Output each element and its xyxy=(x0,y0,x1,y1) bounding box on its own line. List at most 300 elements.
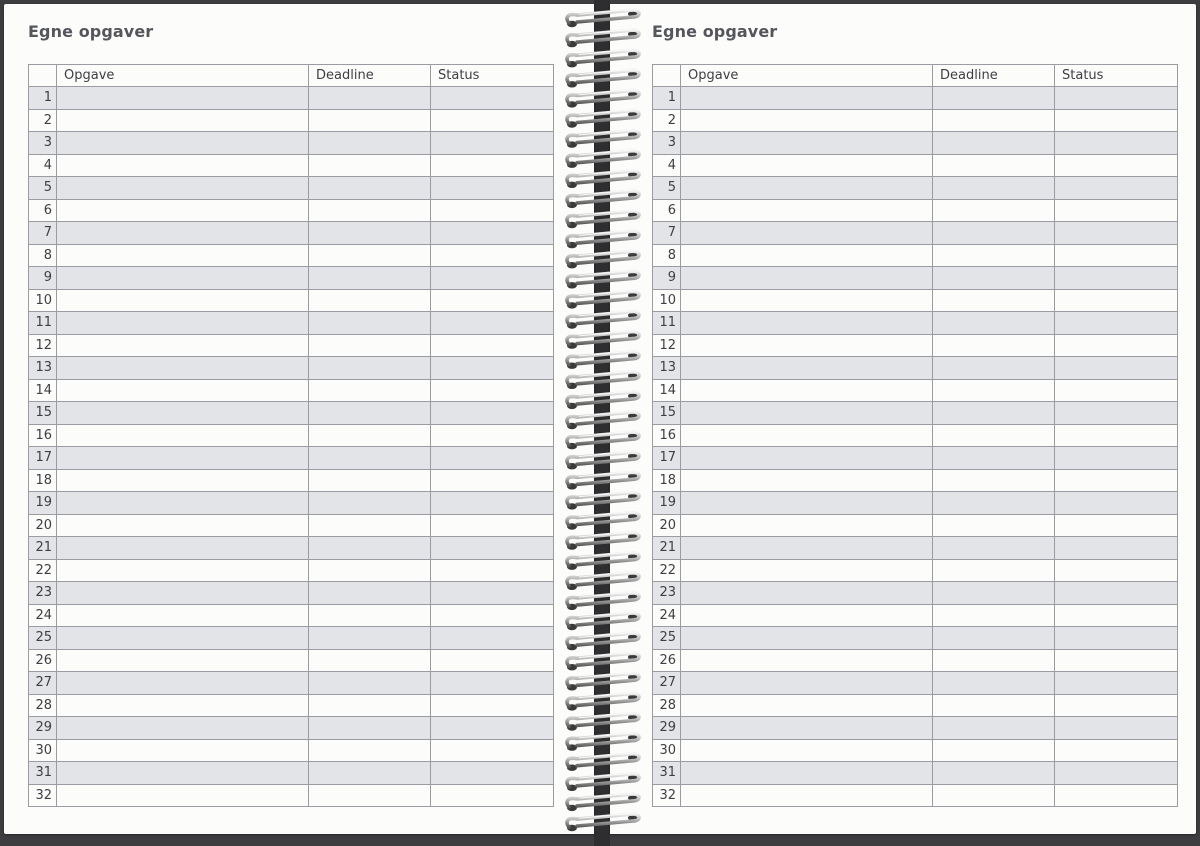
deadline-cell[interactable] xyxy=(933,514,1055,537)
spiral-loop xyxy=(567,351,639,369)
spiral-loop xyxy=(567,70,639,88)
row-number: 17 xyxy=(29,447,57,470)
task-cell[interactable] xyxy=(681,177,933,200)
status-cell[interactable] xyxy=(431,537,554,560)
task-cell[interactable] xyxy=(681,514,933,537)
deadline-cell[interactable] xyxy=(309,694,431,717)
deadline-cell[interactable] xyxy=(309,514,431,537)
spiral-loop xyxy=(567,331,639,349)
spiral-loop xyxy=(567,30,639,48)
table-row xyxy=(29,244,554,267)
status-cell[interactable] xyxy=(1055,784,1178,807)
row-number-header xyxy=(653,65,681,87)
spiral-loop xyxy=(567,653,639,671)
status-cell[interactable] xyxy=(1055,762,1178,785)
spiral-loop xyxy=(567,813,639,831)
table-header-row xyxy=(653,65,1178,87)
row-number: 9 xyxy=(653,267,681,290)
task-cell[interactable] xyxy=(681,492,933,515)
deadline-cell[interactable] xyxy=(309,87,431,110)
row-number: 4 xyxy=(29,154,57,177)
task-cell[interactable] xyxy=(57,132,309,155)
status-cell[interactable] xyxy=(431,447,554,470)
table-row xyxy=(29,312,554,335)
task-cell[interactable] xyxy=(57,582,309,605)
task-cell[interactable] xyxy=(57,177,309,200)
deadline-cell[interactable] xyxy=(309,424,431,447)
deadline-cell[interactable] xyxy=(309,492,431,515)
task-cell[interactable] xyxy=(57,559,309,582)
spiral-loop xyxy=(567,291,639,309)
deadline-cell[interactable] xyxy=(933,334,1055,357)
deadline-cell[interactable] xyxy=(933,649,1055,672)
spiral-loop xyxy=(567,592,639,610)
deadline-cell[interactable] xyxy=(309,717,431,740)
table-row xyxy=(29,559,554,582)
spiral-loop xyxy=(567,9,639,27)
deadline-cell[interactable] xyxy=(309,267,431,290)
task-cell[interactable] xyxy=(57,402,309,425)
status-cell[interactable] xyxy=(431,717,554,740)
status-cell[interactable] xyxy=(431,469,554,492)
status-cell[interactable] xyxy=(1055,379,1178,402)
row-number: 30 xyxy=(29,739,57,762)
table-row xyxy=(653,784,1178,807)
table-row xyxy=(653,154,1178,177)
deadline-cell[interactable] xyxy=(933,177,1055,200)
status-cell[interactable] xyxy=(1055,199,1178,222)
status-cell[interactable] xyxy=(1055,469,1178,492)
right-page xyxy=(610,4,1196,834)
row-number: 6 xyxy=(653,199,681,222)
status-cell[interactable] xyxy=(431,582,554,605)
table-row xyxy=(653,177,1178,200)
table-row xyxy=(29,334,554,357)
status-cell[interactable] xyxy=(1055,492,1178,515)
status-cell[interactable] xyxy=(431,312,554,335)
table-row xyxy=(653,604,1178,627)
row-number: 7 xyxy=(653,222,681,245)
status-cell[interactable] xyxy=(1055,582,1178,605)
row-number: 29 xyxy=(653,717,681,740)
task-cell[interactable] xyxy=(681,627,933,650)
deadline-cell[interactable] xyxy=(309,469,431,492)
spiral-loop xyxy=(567,110,639,128)
spiral-loop xyxy=(567,733,639,751)
row-number-header xyxy=(29,65,57,87)
spiral-loop xyxy=(567,753,639,771)
task-cell[interactable] xyxy=(57,267,309,290)
deadline-cell[interactable] xyxy=(933,537,1055,560)
deadline-cell[interactable] xyxy=(933,267,1055,290)
status-cell[interactable] xyxy=(1055,447,1178,470)
table-row xyxy=(29,199,554,222)
table-row xyxy=(29,627,554,650)
deadline-cell[interactable] xyxy=(933,492,1055,515)
row-number: 19 xyxy=(653,492,681,515)
row-number: 1 xyxy=(653,87,681,110)
status-cell[interactable] xyxy=(1055,357,1178,380)
spiral-loop xyxy=(567,311,639,329)
task-cell[interactable] xyxy=(681,424,933,447)
row-number: 5 xyxy=(653,177,681,200)
task-cell[interactable] xyxy=(681,222,933,245)
deadline-cell[interactable] xyxy=(933,672,1055,695)
table-row xyxy=(29,222,554,245)
task-cell[interactable] xyxy=(681,559,933,582)
status-cell[interactable] xyxy=(1055,717,1178,740)
deadline-cell[interactable] xyxy=(933,447,1055,470)
task-cell[interactable] xyxy=(57,244,309,267)
row-number: 24 xyxy=(653,604,681,627)
task-cell[interactable] xyxy=(681,199,933,222)
task-cell[interactable] xyxy=(57,537,309,560)
row-number: 26 xyxy=(29,649,57,672)
row-number: 16 xyxy=(29,424,57,447)
table-row xyxy=(29,424,554,447)
row-number: 17 xyxy=(653,447,681,470)
row-number: 7 xyxy=(29,222,57,245)
status-cell[interactable] xyxy=(1055,222,1178,245)
deadline-cell[interactable] xyxy=(933,312,1055,335)
status-cell[interactable] xyxy=(431,222,554,245)
task-cell[interactable] xyxy=(57,672,309,695)
row-number: 11 xyxy=(653,312,681,335)
row-number: 2 xyxy=(29,109,57,132)
deadline-cell[interactable] xyxy=(309,559,431,582)
deadline-cell[interactable] xyxy=(933,87,1055,110)
deadline-cell[interactable] xyxy=(309,222,431,245)
deadline-cell[interactable] xyxy=(309,109,431,132)
task-cell[interactable] xyxy=(57,604,309,627)
status-cell[interactable] xyxy=(431,199,554,222)
deadline-cell[interactable] xyxy=(309,154,431,177)
status-cell[interactable] xyxy=(1055,604,1178,627)
deadline-cell[interactable] xyxy=(309,537,431,560)
row-number: 23 xyxy=(653,582,681,605)
status-cell[interactable] xyxy=(431,492,554,515)
deadline-cell[interactable] xyxy=(309,244,431,267)
table-row xyxy=(653,267,1178,290)
table-row xyxy=(653,582,1178,605)
task-cell[interactable] xyxy=(57,199,309,222)
deadline-cell[interactable] xyxy=(933,559,1055,582)
row-number: 9 xyxy=(29,267,57,290)
status-cell[interactable] xyxy=(431,672,554,695)
task-cell[interactable] xyxy=(681,649,933,672)
deadline-cell[interactable] xyxy=(309,402,431,425)
deadline-cell[interactable] xyxy=(933,402,1055,425)
deadline-cell[interactable] xyxy=(933,244,1055,267)
deadline-cell[interactable] xyxy=(309,649,431,672)
spiral-loop xyxy=(567,90,639,108)
status-cell[interactable] xyxy=(1055,267,1178,290)
row-number: 22 xyxy=(653,559,681,582)
task-cell[interactable] xyxy=(57,694,309,717)
task-cell[interactable] xyxy=(681,289,933,312)
table-row xyxy=(29,604,554,627)
status-cell[interactable] xyxy=(431,289,554,312)
table-row xyxy=(653,87,1178,110)
status-cell[interactable] xyxy=(1055,154,1178,177)
deadline-cell[interactable] xyxy=(933,717,1055,740)
table-row xyxy=(653,672,1178,695)
task-cell[interactable] xyxy=(57,154,309,177)
status-cell[interactable] xyxy=(1055,244,1178,267)
row-number: 20 xyxy=(29,514,57,537)
deadline-cell[interactable] xyxy=(309,289,431,312)
deadline-cell[interactable] xyxy=(933,222,1055,245)
row-number: 24 xyxy=(29,604,57,627)
task-cell[interactable] xyxy=(57,447,309,470)
task-cell[interactable] xyxy=(681,109,933,132)
table-row xyxy=(653,402,1178,425)
task-cell[interactable] xyxy=(57,357,309,380)
deadline-cell[interactable] xyxy=(933,762,1055,785)
task-cell[interactable] xyxy=(681,537,933,560)
task-cell[interactable] xyxy=(57,514,309,537)
task-cell[interactable] xyxy=(681,784,933,807)
task-cell[interactable] xyxy=(57,289,309,312)
table-row xyxy=(29,109,554,132)
table-row xyxy=(653,244,1178,267)
status-cell[interactable] xyxy=(1055,649,1178,672)
deadline-cell[interactable] xyxy=(309,627,431,650)
task-cell[interactable] xyxy=(681,604,933,627)
table-row xyxy=(29,132,554,155)
status-cell[interactable] xyxy=(1055,87,1178,110)
deadline-cell[interactable] xyxy=(309,604,431,627)
deadline-cell[interactable] xyxy=(309,739,431,762)
status-cell[interactable] xyxy=(1055,739,1178,762)
task-cell[interactable] xyxy=(681,717,933,740)
status-cell[interactable] xyxy=(431,87,554,110)
spiral-loop xyxy=(567,713,639,731)
row-number: 8 xyxy=(29,244,57,267)
row-number: 14 xyxy=(653,379,681,402)
status-cell[interactable] xyxy=(1055,559,1178,582)
task-cell[interactable] xyxy=(681,582,933,605)
deadline-cell[interactable] xyxy=(933,357,1055,380)
task-cell[interactable] xyxy=(57,312,309,335)
spiral-loop xyxy=(567,150,639,168)
row-number: 29 xyxy=(29,717,57,740)
task-cell[interactable] xyxy=(681,672,933,695)
task-cell[interactable] xyxy=(57,334,309,357)
task-cell[interactable] xyxy=(57,762,309,785)
table-row xyxy=(653,717,1178,740)
row-number: 5 xyxy=(29,177,57,200)
status-cell[interactable] xyxy=(1055,312,1178,335)
deadline-cell[interactable] xyxy=(933,132,1055,155)
deadline-cell[interactable] xyxy=(933,379,1055,402)
status-cell[interactable] xyxy=(1055,177,1178,200)
table-row xyxy=(653,379,1178,402)
task-cell[interactable] xyxy=(681,694,933,717)
status-cell[interactable] xyxy=(431,739,554,762)
status-cell[interactable] xyxy=(1055,537,1178,560)
status-cell[interactable] xyxy=(431,649,554,672)
task-cell[interactable] xyxy=(57,784,309,807)
deadline-cell[interactable] xyxy=(933,739,1055,762)
table-row xyxy=(29,379,554,402)
task-cell[interactable] xyxy=(57,469,309,492)
deadline-cell[interactable] xyxy=(933,627,1055,650)
deadline-cell[interactable] xyxy=(309,379,431,402)
table-row xyxy=(29,672,554,695)
deadline-cell[interactable] xyxy=(309,784,431,807)
task-cell[interactable] xyxy=(681,267,933,290)
row-number: 27 xyxy=(29,672,57,695)
status-cell[interactable] xyxy=(431,109,554,132)
task-cell[interactable] xyxy=(681,357,933,380)
spiral-loop xyxy=(567,231,639,249)
row-number: 19 xyxy=(29,492,57,515)
task-cell[interactable] xyxy=(681,244,933,267)
table-row xyxy=(29,154,554,177)
table-row xyxy=(29,717,554,740)
task-cell[interactable] xyxy=(57,87,309,110)
table-row xyxy=(29,649,554,672)
deadline-cell[interactable] xyxy=(309,199,431,222)
status-cell[interactable] xyxy=(1055,514,1178,537)
status-cell[interactable] xyxy=(431,627,554,650)
task-cell[interactable] xyxy=(57,627,309,650)
status-cell[interactable] xyxy=(431,604,554,627)
deadline-cell[interactable] xyxy=(309,312,431,335)
column-header-status: Status xyxy=(1055,65,1178,87)
deadline-cell[interactable] xyxy=(933,784,1055,807)
status-cell[interactable] xyxy=(1055,334,1178,357)
status-cell[interactable] xyxy=(431,784,554,807)
status-cell[interactable] xyxy=(1055,132,1178,155)
table-row xyxy=(29,762,554,785)
spiral-loop xyxy=(567,532,639,550)
task-cell[interactable] xyxy=(57,379,309,402)
spiral-loop xyxy=(567,170,639,188)
status-cell[interactable] xyxy=(431,267,554,290)
task-cell[interactable] xyxy=(681,334,933,357)
row-number: 25 xyxy=(29,627,57,650)
deadline-cell[interactable] xyxy=(309,672,431,695)
table-row xyxy=(29,289,554,312)
deadline-cell[interactable] xyxy=(309,357,431,380)
task-cell[interactable] xyxy=(57,109,309,132)
row-number: 18 xyxy=(29,469,57,492)
status-cell[interactable] xyxy=(1055,289,1178,312)
row-number: 32 xyxy=(29,784,57,807)
deadline-cell[interactable] xyxy=(309,177,431,200)
status-cell[interactable] xyxy=(431,154,554,177)
deadline-cell[interactable] xyxy=(933,582,1055,605)
task-cell[interactable] xyxy=(681,447,933,470)
spiral-loop xyxy=(567,251,639,269)
task-cell[interactable] xyxy=(681,762,933,785)
status-cell[interactable] xyxy=(1055,627,1178,650)
spiral-loop xyxy=(567,432,639,450)
status-cell[interactable] xyxy=(431,357,554,380)
status-cell[interactable] xyxy=(1055,694,1178,717)
table-row xyxy=(29,267,554,290)
table-row xyxy=(29,357,554,380)
table-row xyxy=(653,762,1178,785)
task-cell[interactable] xyxy=(57,492,309,515)
task-cell[interactable] xyxy=(681,379,933,402)
deadline-cell[interactable] xyxy=(309,334,431,357)
deadline-cell[interactable] xyxy=(933,154,1055,177)
deadline-cell[interactable] xyxy=(933,289,1055,312)
row-number: 18 xyxy=(653,469,681,492)
status-cell[interactable] xyxy=(431,424,554,447)
status-cell[interactable] xyxy=(1055,424,1178,447)
status-cell[interactable] xyxy=(431,559,554,582)
deadline-cell[interactable] xyxy=(933,469,1055,492)
table-row xyxy=(29,469,554,492)
column-header-deadline: Deadline xyxy=(309,65,431,87)
status-cell[interactable] xyxy=(431,132,554,155)
task-cell[interactable] xyxy=(681,312,933,335)
task-cell[interactable] xyxy=(57,424,309,447)
table-row xyxy=(653,627,1178,650)
deadline-cell[interactable] xyxy=(933,424,1055,447)
task-cell[interactable] xyxy=(681,739,933,762)
row-number: 14 xyxy=(29,379,57,402)
status-cell[interactable] xyxy=(431,402,554,425)
status-cell[interactable] xyxy=(431,762,554,785)
row-number: 11 xyxy=(29,312,57,335)
spiral-loop xyxy=(567,411,639,429)
row-number: 13 xyxy=(29,357,57,380)
table-row xyxy=(29,537,554,560)
task-cell[interactable] xyxy=(681,132,933,155)
task-cell[interactable] xyxy=(57,739,309,762)
status-cell[interactable] xyxy=(1055,402,1178,425)
deadline-cell[interactable] xyxy=(933,109,1055,132)
deadline-cell[interactable] xyxy=(309,447,431,470)
table-row xyxy=(29,492,554,515)
status-cell[interactable] xyxy=(431,514,554,537)
status-cell[interactable] xyxy=(431,244,554,267)
deadline-cell[interactable] xyxy=(309,582,431,605)
spiral-loop xyxy=(567,773,639,791)
status-cell[interactable] xyxy=(431,334,554,357)
task-cell[interactable] xyxy=(681,154,933,177)
status-cell[interactable] xyxy=(431,379,554,402)
status-cell[interactable] xyxy=(431,177,554,200)
task-cell[interactable] xyxy=(681,469,933,492)
task-cell[interactable] xyxy=(681,87,933,110)
deadline-cell[interactable] xyxy=(933,604,1055,627)
spiral-loop xyxy=(567,371,639,389)
table-row xyxy=(653,109,1178,132)
status-cell[interactable] xyxy=(1055,672,1178,695)
deadline-cell[interactable] xyxy=(309,762,431,785)
spiral-loop xyxy=(567,391,639,409)
deadline-cell[interactable] xyxy=(933,694,1055,717)
task-cell[interactable] xyxy=(57,222,309,245)
status-cell[interactable] xyxy=(431,694,554,717)
row-number: 1 xyxy=(29,87,57,110)
status-cell[interactable] xyxy=(1055,109,1178,132)
deadline-cell[interactable] xyxy=(933,199,1055,222)
task-cell[interactable] xyxy=(57,649,309,672)
row-number: 10 xyxy=(653,289,681,312)
task-cell[interactable] xyxy=(681,402,933,425)
task-cell[interactable] xyxy=(57,717,309,740)
table-row xyxy=(29,739,554,762)
deadline-cell[interactable] xyxy=(309,132,431,155)
left-page xyxy=(4,4,594,834)
